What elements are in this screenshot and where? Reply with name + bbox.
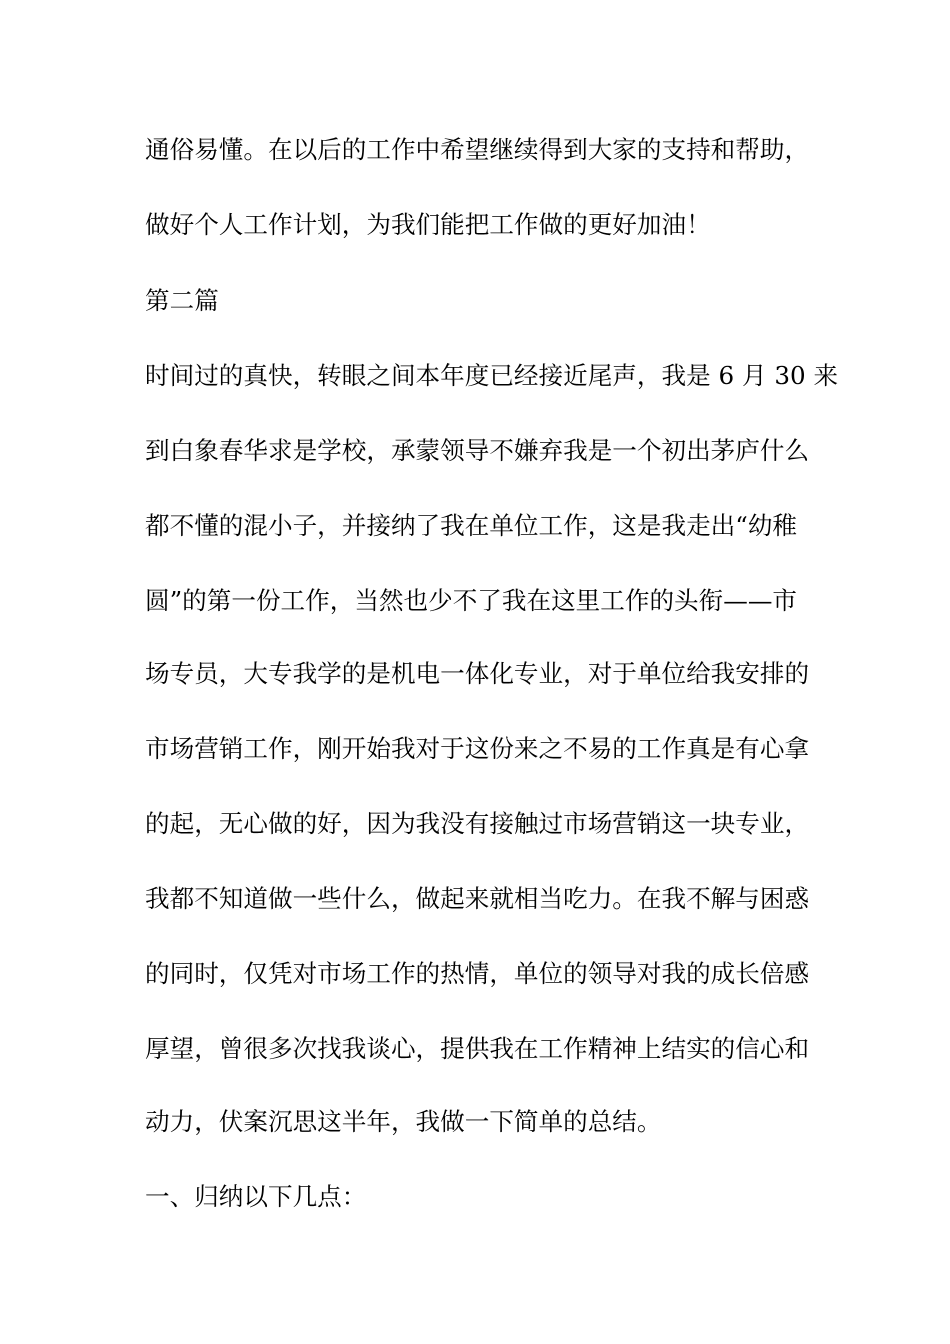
paragraph-line: 到白象春华求是学校，承蒙领导不嫌弃我是一个初出茅庐什么 [145, 436, 810, 465]
paragraph-line: 做好个人工作计划，为我们能把工作做的更好加油！ [145, 210, 711, 239]
paragraph-line: 场专员，大专我学的是机电一体化专业，对于单位给我安排的 [145, 659, 810, 688]
paragraph-line: 的起，无心做的好，因为我没有接触过市场营销这一块专业， [145, 809, 810, 838]
paragraph-line: 动力，伏案沉思这半年，我做一下简单的总结。 [145, 1107, 662, 1136]
paragraph-line: 都不懂的混小子，并接纳了我在单位工作，这是我走出“幼稚 [145, 511, 798, 540]
paragraph-line: 圆”的第一份工作，当然也少不了我在这里工作的头衔——市 [145, 586, 798, 615]
paragraph-line: 通俗易懂。在以后的工作中希望继续得到大家的支持和帮助， [145, 135, 810, 164]
list-heading: 一、归纳以下几点： [145, 1182, 367, 1211]
paragraph-line: 我都不知道做一些什么，做起来就相当吃力。在我不解与困惑 [145, 884, 810, 913]
paragraph-line: 市场营销工作，刚开始我对于这份来之不易的工作真是有心拿 [145, 734, 810, 763]
paragraph-line: 的同时，仅凭对市场工作的热情，单位的领导对我的成长倍感 [145, 959, 810, 988]
section-heading: 第二篇 [145, 286, 219, 315]
paragraph-line: 厚望，曾很多次找我谈心，提供我在工作精神上结实的信心和 [145, 1034, 810, 1063]
paragraph-line: 时间过的真快，转眼之间本年度已经接近尾声，我是 6 月 30 来 [145, 361, 839, 390]
